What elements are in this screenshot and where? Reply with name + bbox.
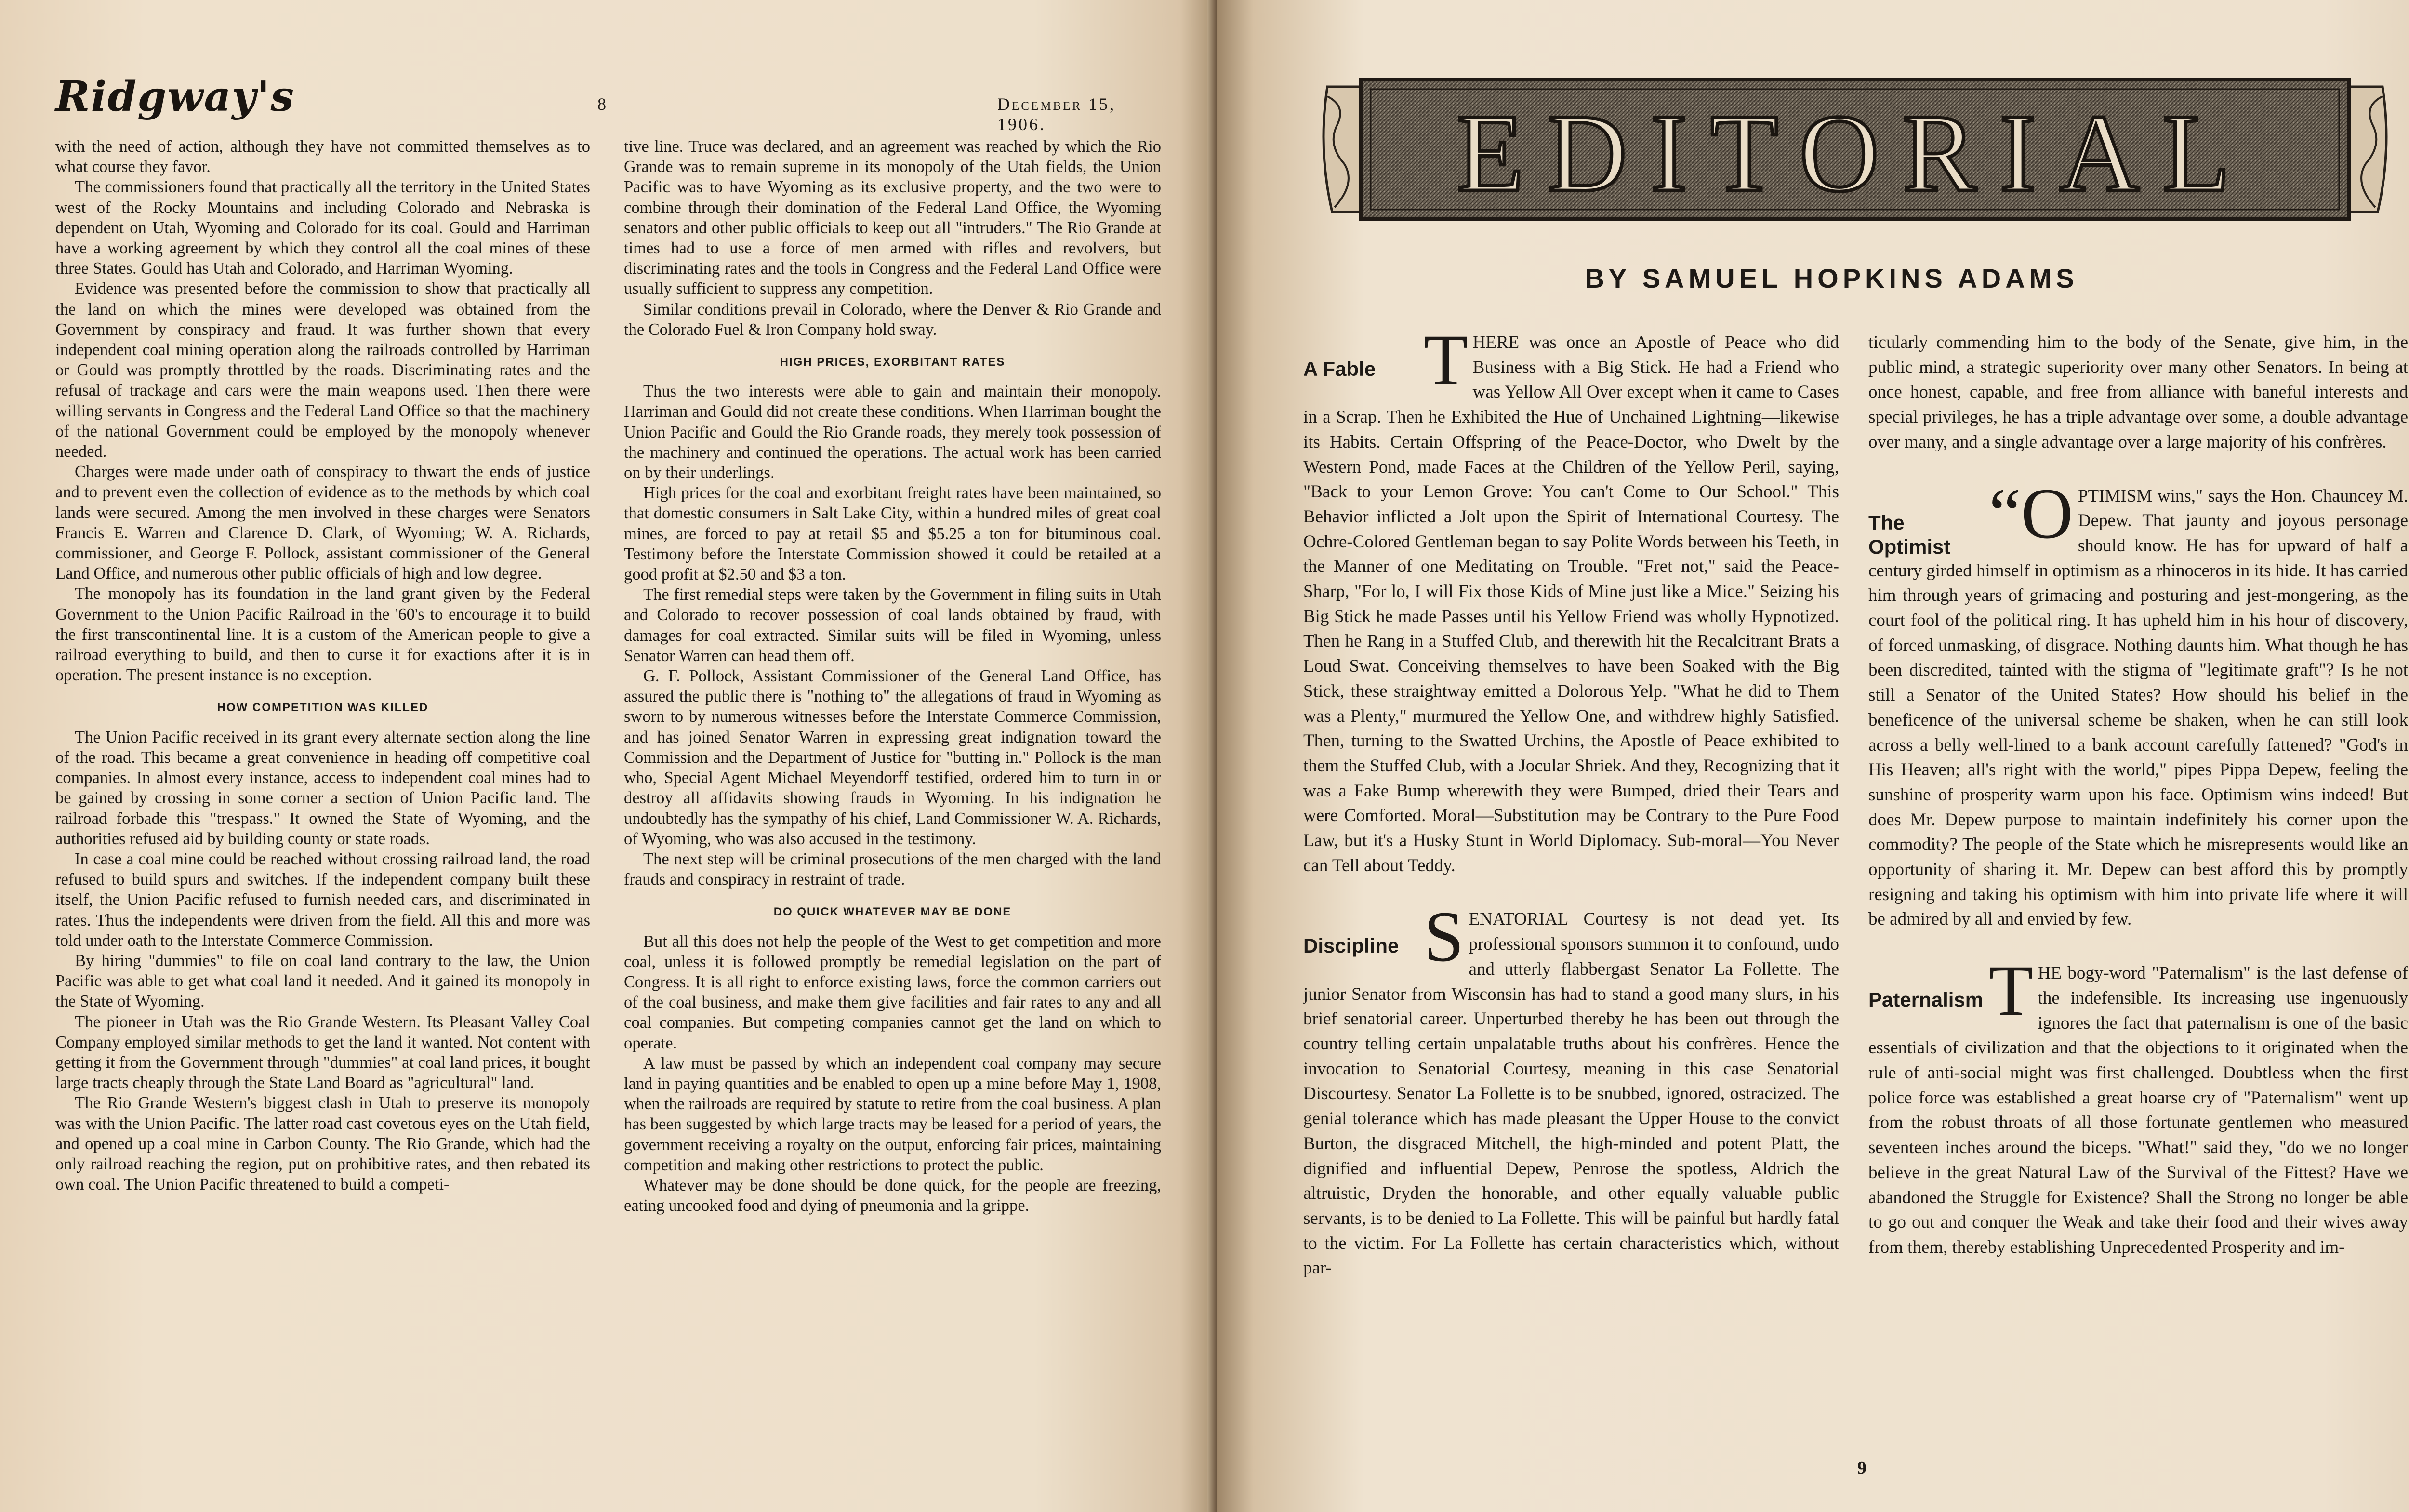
paragraph: The monopoly has its foundation in the land grant given by the Federal Government to the Union Pacific Railroad in the '60's to encourage it to build the first transcontinental line. It is a custom of the American people to give a railroad everything to build, and then to curse it for exactions after it is in operation. The present instance is no exception. (55, 584, 590, 685)
paragraph: The pioneer in Utah was the Rio Grande Western. Its Pleasant Valley Coal Company employed similar methods to get the land it wanted. Not content with getting it from the Government through "dummies" at coal land prices, it bought large tracts cheaply through the State Land Board as "agricultural" land. (55, 1012, 590, 1092)
section-text: PTIMISM wins," says the Hon. Chauncey M. Depew. That jaunty and joyous personage should know. He has for upward of half a century girded himself in optimism as a rhinoceros in its hide. It has carried him through years of grimacing and posturing and jest-mongering, as the court fool of the political ring. It has upheld him in his hour of discovery, of forced unmasking, of disgrace. Nothing daunts him. What though he has been discredited, tainted with the stigma of "legitimate graft"? Is he not still a Senator of the United States? How should his belief in the beneficence of the universal scheme be shaken, when he can still look across a belly well-lined to a bank account carefully fattened? "God's in His Heaven; all's right with the world," pipes Pippa Depew, feeling the sunshine of prosperity warm upon his face. Optimism wins indeed! But does Mr. Depew purpose to maintain indefinitely his corner upon the commodity? The people of the State which he misrepresents would like an opportunity of sharing it. Mr. Depew can best afford this by promptly resigning and taking his optimism with him into private life where it will be admired by all and envied by few. (1868, 486, 2408, 929)
paragraph: The next step will be criminal prosecutions of the men charged with the land frauds and conspiracy in restraint of trade. (624, 849, 1161, 889)
subheading: HOW COMPETITION WAS KILLED (217, 701, 429, 715)
paragraph: The commissioners found that practically all the territory in the United States west of the Rocky Mountains and including Colorado and Nebraska is dependent on Utah, Wyoming and Colorado for its coal. Gould and Harriman have a working agreement by which they control all the coal mines of these three States. Gould has Utah and Colorado, and Harriman Wyoming. (55, 178, 590, 278)
section-text: HERE was once an Apostle of Peace who did Business with a Big Stick. He had a Friend who was Yellow All Over except when it came to Cases in a Scrap. Then he Exhibited the Hue of Unchained Lightning—likewise its Habits. Certain Offspring of the Peace-Doctor, who Dwelt by the Western Pond, made Faces at the Children of the Yellow Peril, saying, "Back to your Lemon Grove: You can't Come to Our School." This Behavior inflicted a Jolt upon the Spirit of International Courtesy. The Ochre-Colored Gentleman began to say Polite Words between his Teeth, in the Manner of one Meditating on Trouble. "Fret not," said the Peace-Sharp, "For lo, I will Fix those Kids of Mine just like a Mice." Seizing his Big Stick he made Passes until his Yellow Friend was wholly Hypnotized. Then he Rang in a Stuffed Club, and therewith hit the Recalcitrant Brats a Loud Swat. Conceiving themselves to have been Soaked with the Big Stick, these straightway emitted a Dolorous Yelp. "What he did to Them was a Plenty," murmured the Yellow One, and withdrew highly Satisfied. Then, turning to the Swatted Urchins, the Apostle of Peace exhibited to them the Stuffed Club, with a Jocular Shriek. And they, Recognizing that it was a Fake Bump wherewith they were Bumped, dried their Tears and were Comforted. Moral—Substitution may be Contrary to the Pure Food Law, but it's a Husky Stunt in World Diplomacy. Sub-moral—You Never can Tell about Teddy. (1303, 332, 1839, 875)
section-optimist (1868, 484, 2408, 932)
issue-date: December 15, 1906. (997, 94, 1116, 134)
paragraph: G. F. Pollock, Assistant Commissioner of the General Land Office, has assured the public there is "nothing to" the allegations of fraud in Wyoming as sworn to by numerous witnesses before the Interstate Commerce Commission, and has joined Senator Warren in expressing great indignation toward the Commission and the Department of Justice for "butting in." Pollock is the man who, Special Agent Michael Meyendorff testified, ordered him to turn in or destroy all affidavits showing frauds in Wyoming. In his indignation he undoubtedly has the sympathy of his chief, Land Commissioner W. A. Richards, of Wyoming, who was also accused in the testimony. (624, 667, 1161, 848)
section-text: HE bogy-word "Paternalism" is the last defense of the indefensible. Its increasing use ingenuously ignores the fact that paternalism is one of the basic essentials of civilization and that the objections to it originated when the rule of anti-social might was first challenged. Doubtless when the first police force was established a great hoarse cry of "Paternalism" went up from the robust throats of all those fortunate gentlemen who measured seventeen inches around the biceps. "What!" said they, "do we no longer believe in the great Natural Law of the Survival of the Fittest? Have we abandoned the Struggle for Existence? Shall the Strong no longer be able to go out and conquer the Weak and take their food and their wives away from them, thereby establishing Unprecedented Prosperity and im- (1868, 963, 2408, 1257)
section-heading: Discipline (1303, 934, 1399, 957)
right-column-1 (1303, 330, 1839, 1281)
paragraph: ticularly commending him to the body of the Senate, give him, in the public mind, a strategic superiority over many other Senators. In being at once honest, capable, and free from alliance with baneful interests and special privileges, he has a triple advantage over some, a double advantage over many, and a single advantage over a large majority of his confrères. (1868, 332, 2408, 452)
paragraph: with the need of action, although they have not committed themselves as to what course they favor. (55, 137, 590, 176)
paragraph: Charges were made under oath of conspiracy to thwart the ends of justice and to prevent even the collection of evidence as to the methods by which coal lands were secured. Among the men involved in these charges were Senators Francis E. Warren and Clarence D. Clark, of Wyoming; W. A. Richards, commissioner, and George F. Pollock, assistant commissioner of the General Land Office, and numerous other public officials of high and low degree. (55, 463, 590, 583)
section-discipline (1303, 907, 1839, 1281)
page-number-left: 8 (597, 94, 606, 114)
paragraph: Evidence was presented before the commission to show that practically all the land on which the mines were developed was obtained from the Government by conspiracy and fraud. It was further shown that every independent coal mining operation along the railroads controlled by Harriman or Gould was promptly throttled by the roads. Discriminating rates and the refusal of trackage and cars were the main weapons used. Then there were willing servants in Congress and the Federal Land Office so that the machinery of the national Government could be employed by the monopoly whenever needed. (55, 279, 590, 461)
subheading: DO QUICK WHATEVER MAY BE DONE (773, 905, 1012, 919)
left-column-2 (624, 136, 1161, 1216)
drop-cap: S (1424, 907, 1464, 977)
section-heading: A Fable (1303, 358, 1376, 380)
paragraph: In case a coal mine could be reached without crossing railroad land, the road refused to build spurs and switches. If the independent company built these itself, the Union Pacific refused to furnish needed cars, and discriminated in rates. Thus the independents were driven from the field. All this and more was told under oath to the Interstate Commerce Commission. (55, 849, 590, 950)
magazine-logo: Ridgway's (55, 72, 295, 121)
paragraph: Whatever may be done should be done quick, for the people are freezing, eating uncooked food and dying of pneumonia and la grippe. (624, 1176, 1161, 1215)
drop-cap: “O (1989, 483, 2073, 554)
paragraph: High prices for the coal and exorbitant freight rates have been maintained, so that domestic consumers in Salt Lake City, within a hundred miles of great coal mines, are forced to pay at retail $5 and $5.25 a ton for bituminous coal. Testimony before the Interstate Commission showed it could be retailed at a good profit at $2.50 and $3 a ton. (624, 484, 1161, 584)
paragraph: But all this does not help the people of the West to get competition and more coal, unless it is followed promptly be remedial legislation on the part of Congress. It is all right to enforce existing laws, force the common carriers out of the coal business, and make them give facilities and fair rates to any and all coal companies. But competing companies cannot get the land on which to operate. (624, 932, 1161, 1052)
section-heading: Paternalism (1868, 988, 1984, 1011)
drop-cap: T (1989, 961, 2033, 1031)
section-fable (1303, 330, 1839, 878)
paragraph: The Rio Grande Western's biggest clash in Utah to preserve its monopoly was with the Union Pacific. The latter road cast covetous eyes on the Utah field, and opened up a coal mine in Carbon County. The Rio Grande, which had the only railroad reaching the region, put on prohibitive rates, and then rebated its own coal. The Union Pacific threatened to build a competi- (55, 1094, 590, 1194)
subheading: HIGH PRICES, EXORBITANT RATES (780, 356, 1006, 369)
paragraph: Thus the two interests were able to gain and maintain their monopoly. Harriman and Gould did not create these conditions. When Harriman bought the Union Pacific and Gould the Rio Grande roads, they merely took possession of the machinery and continued the operations. The actual work has been carried on by their underlings. (624, 382, 1161, 482)
right-column-2 (1868, 330, 2408, 1260)
paragraph: tive line. Truce was declared, and an agreement was reached by which the Rio Grande was to remain supreme in its monopoly of the Utah fields, the Union Pacific was to have Wyoming as its exclusive property, and the two were to combine through their domination of the Federal Land Office, the Wyoming senators and other public officials to keep out all "intruders." The Rio Grande at times had to use a force of men armed with rifles and revolvers, but discriminating rates and the tools in Congress and the Federal Land Office were usually sufficient to suppress any competition. (624, 137, 1161, 298)
paragraph: By hiring "dummies" to file on coal land contrary to the law, the Union Pacific was able to get what coal land it needed. And it gained its monopoly in the State of Wyoming. (55, 951, 590, 1011)
section-paternalism (1868, 961, 2408, 1260)
section-text: ENATORIAL Courtesy is not dead yet. Its professional sponsors summon it to confound, undo and utterly flabbergast Senator La Follette. The junior Senator from Wisconsin has had to stand a good many slurs, in his brief senatorial career. Unperturbed thereby he has been out through the country telling certain unpalatable truths about his confrères. Hence the invocation to Senatorial Courtesy, meaning in this case Senatorial Discourtesy. Senator La Follette is to be snubbed, ignored, ostracized. The genial tolerance which has made pleasant the Upper House to the convict Burton, the disgraced Mitchell, the high-minded and potent Platt, the dignified and influential Depew, Penrose the spotless, Aldrich the altruistic, Dryden the honorable, and other equally valuable public servants, is to be denied to La Follette. This will be painful but hardly fatal to the victim. For La Follette has certain characteristics which, without par- (1303, 909, 1839, 1278)
drop-cap: T (1424, 330, 1468, 400)
masthead (55, 72, 1164, 134)
byline: BY SAMUEL HOPKINS ADAMS (1585, 263, 2078, 293)
editorial-banner (1318, 67, 2392, 231)
banner-title: EDITORIAL (1456, 92, 2254, 214)
left-column-1 (55, 136, 590, 1194)
section-heading: The Optimist (1868, 511, 1951, 558)
paragraph: Similar conditions prevail in Colorado, where the Denver & Rio Grande and the Colorado Fuel & Iron Company hold sway. (624, 300, 1161, 339)
paragraph: The first remedial steps were taken by the Government in filing suits in Utah and Colorado to recover possession of coal lands obtained by fraud, with damages for coal extracted. Similar suits will be filed in Wyoming, unless Senator Warren can head them off. (624, 585, 1161, 665)
paragraph: The Union Pacific received in its grant every alternate section along the line of the road. This became a great convenience in heading off competitive coal companies. In almost every instance, access to independent coal mines had to be gained by crossing in some corner a section of Union Pacific land. The railroad forbade this "trespass." It owned the State of Wyoming, and the authorities refused aid by building county or state roads. (55, 728, 590, 848)
paragraph: A law must be passed by which an independent coal company may secure land in paying quantities and be enabled to open up a mine before May 1, 1908, when the railroads are required by statute to retire from the coal business. A plan has been suggested by which large tracts may be leased for a period of years, the government receiving a royalty on the output, enforcing fair prices, maintaining competition and making other restrictions to protect the public. (624, 1054, 1161, 1174)
page-number-right: 9 (1857, 1458, 1866, 1478)
